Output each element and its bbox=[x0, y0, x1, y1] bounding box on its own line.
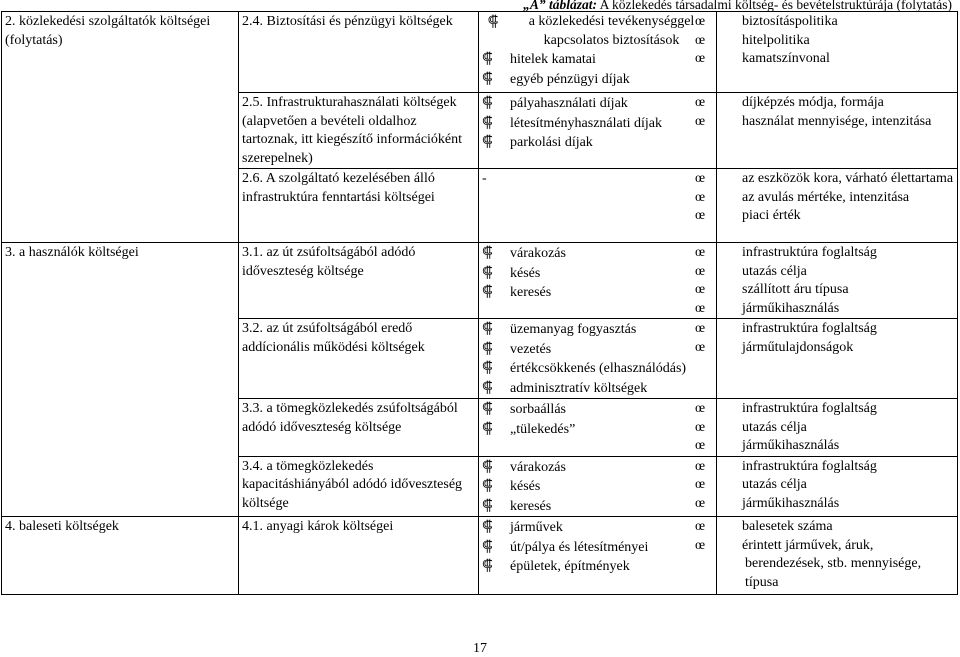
list-item: infrastruktúra foglaltság bbox=[742, 245, 877, 260]
list-item: út/pálya és létesítményei bbox=[510, 539, 649, 555]
item-marker-icon: ⸿ bbox=[482, 558, 493, 574]
bullet-icon: œ bbox=[695, 438, 706, 453]
subcategory-cell: 3.1. az út zsúfoltságából adódó időveszteség költsége bbox=[239, 243, 479, 319]
bullet-icon: œ bbox=[695, 113, 706, 129]
list-item: járműtulajdonságok bbox=[742, 339, 854, 355]
subcategory-cell: 3.4. a tömegközlekedés kapacitáshiányából adódó időveszteség költsége bbox=[239, 456, 479, 517]
bullet-icon: œ bbox=[695, 189, 706, 205]
item-marker-icon: ⸿ bbox=[482, 478, 493, 494]
list-item: járműkihasználás bbox=[742, 438, 840, 453]
bullet-icon: œ bbox=[695, 208, 706, 223]
list-item: várakozás bbox=[510, 459, 566, 475]
item-marker-icon: ⸿ bbox=[482, 114, 493, 131]
bullet-icon: œ bbox=[695, 300, 706, 316]
category-cell: 4. baleseti költségek bbox=[2, 517, 239, 595]
list-item: biztosításpolitika bbox=[742, 14, 838, 29]
item-marker-icon: ⸿ bbox=[482, 70, 493, 87]
list-item: üzemanyag fogyasztás bbox=[510, 322, 637, 337]
table-row bbox=[2, 517, 958, 595]
items-cell bbox=[479, 399, 717, 457]
bullet-icon: œ bbox=[695, 339, 706, 355]
subcategory-cell: 3.2. az út zsúfoltságából eredő addícionális működési költségek bbox=[239, 319, 479, 399]
list-item: keresés bbox=[510, 498, 552, 514]
impact-cell bbox=[695, 517, 958, 595]
table-row bbox=[2, 12, 958, 93]
item-marker-icon: ⸿ bbox=[482, 458, 493, 475]
item-marker-icon: ⸿ bbox=[487, 14, 499, 30]
list-item: utazás célja bbox=[742, 419, 807, 435]
item-marker-icon: ⸿ bbox=[482, 134, 493, 150]
list-item: késés bbox=[510, 265, 541, 281]
impact-cell bbox=[695, 243, 958, 319]
list-item: parkolási díjak bbox=[510, 135, 593, 150]
item-marker-icon: ⸿ bbox=[482, 519, 493, 535]
bullet-icon: œ bbox=[695, 477, 706, 492]
bullet-icon: œ bbox=[695, 245, 706, 260]
category-cell: 2. közlekedési szolgáltatók költségei (folytatás) bbox=[2, 12, 239, 243]
caption-prefix: „A” táblázat: bbox=[523, 0, 597, 12]
subcategory-cell: 3.3. a tömegközlekedés zsúfoltságából adódó időveszteség költsége bbox=[239, 399, 479, 457]
list-item: a közlekedési tevékenységgel kapcsolatos biztosítások bbox=[528, 14, 695, 48]
caption-text: A közlekedés társadalmi költség- és bevételstruktúrája (folytatás) bbox=[599, 0, 952, 12]
list-item: épületek, építmények bbox=[510, 559, 630, 574]
item-marker-icon: ⸿ bbox=[482, 51, 493, 67]
bullet-icon: œ bbox=[695, 495, 706, 511]
item-marker-icon: ⸿ bbox=[482, 95, 493, 111]
item-marker-icon: ⸿ bbox=[482, 264, 493, 281]
list-item: balesetek száma bbox=[742, 519, 833, 534]
bullet-icon: œ bbox=[695, 14, 706, 29]
items-cell bbox=[479, 169, 717, 243]
list-item: sorbaállás bbox=[510, 402, 566, 417]
bullet-icon: œ bbox=[695, 321, 706, 336]
list-item: hitelek kamatai bbox=[510, 52, 596, 67]
items-cell bbox=[479, 12, 717, 93]
list-item: az eszközök kora, várható élettartama bbox=[742, 171, 954, 186]
list-item: járművek bbox=[510, 520, 563, 535]
subcategory-cell: 2.4. Biztosítási és pénzügyi költségek bbox=[239, 12, 479, 93]
items-cell bbox=[479, 93, 717, 169]
page-number: 17 bbox=[473, 641, 487, 656]
list-item: járműkihasználás bbox=[742, 495, 840, 511]
list-item: az avulás mértéke, intenzitása bbox=[742, 189, 910, 205]
bullet-icon: œ bbox=[695, 537, 706, 553]
items-cell bbox=[479, 243, 717, 319]
item-marker-icon: ⸿ bbox=[482, 420, 493, 437]
table-row bbox=[2, 243, 958, 319]
list-item: járműkihasználás bbox=[742, 300, 840, 316]
item-marker-icon: ⸿ bbox=[482, 401, 493, 417]
impact-cell bbox=[695, 399, 958, 457]
bullet-icon: œ bbox=[695, 51, 706, 66]
items-cell bbox=[479, 456, 717, 517]
list-item: szállított áru típusa bbox=[742, 282, 849, 297]
list-item: vezetés bbox=[510, 341, 552, 357]
item-marker-icon: ⸿ bbox=[482, 321, 493, 337]
impact-cell bbox=[695, 93, 958, 169]
subcategory-cell: 4.1. anyagi károk költségei bbox=[239, 517, 479, 595]
list-item: pályahasználati díjak bbox=[510, 96, 628, 111]
list-item: egyéb pénzügyi díjak bbox=[510, 71, 630, 87]
list-item: utazás célja bbox=[742, 477, 807, 492]
list-item: infrastruktúra foglaltság bbox=[742, 401, 877, 416]
category-cell: 3. a használók költségei bbox=[2, 243, 239, 517]
list-item: késés bbox=[510, 479, 541, 494]
impact-cell bbox=[695, 12, 958, 93]
bullet-icon: œ bbox=[695, 458, 706, 474]
impact-cell bbox=[695, 169, 958, 243]
list-item: utazás célja bbox=[742, 263, 807, 279]
list-item: infrastruktúra foglaltság bbox=[742, 458, 877, 474]
subcategory-cell: 2.6. A szolgáltató kezelésében álló infrastruktúra fenntartási költségei bbox=[239, 169, 479, 243]
item-marker-icon: ⸿ bbox=[482, 284, 493, 300]
empty-dash: - bbox=[482, 171, 487, 186]
list-item: létesítményhasználati díjak bbox=[510, 115, 663, 131]
list-item: keresés bbox=[510, 285, 552, 300]
impact-cell bbox=[695, 456, 958, 517]
items-cell bbox=[479, 319, 717, 399]
list-item: várakozás bbox=[510, 246, 566, 261]
bullet-icon: œ bbox=[695, 171, 706, 186]
list-item: díjképzés módja, formája bbox=[742, 95, 884, 110]
item-marker-icon: ⸿ bbox=[482, 340, 493, 357]
bullet-icon: œ bbox=[695, 519, 706, 534]
subcategory-cell: 2.5. Infrastrukturahasználati költségek (alapvetően a bevételi oldalhoz tartoznak, itt kiegészítő információként szerepelnek) bbox=[239, 93, 479, 169]
bullet-icon: œ bbox=[695, 95, 706, 110]
list-item: adminisztratív költségek bbox=[510, 380, 648, 396]
cost-structure-table bbox=[1, 11, 958, 595]
list-item: használat mennyisége, intenzitása bbox=[742, 113, 932, 129]
item-marker-icon: ⸿ bbox=[482, 538, 493, 555]
list-item: „tülekedés” bbox=[510, 421, 576, 437]
bullet-icon: œ bbox=[695, 401, 706, 416]
list-item: infrastruktúra foglaltság bbox=[742, 321, 877, 336]
list-item: hitelpolitika bbox=[742, 32, 810, 48]
bullet-icon: œ bbox=[695, 263, 706, 279]
list-item: piaci érték bbox=[742, 208, 801, 223]
list-item: kamatszínvonal bbox=[742, 51, 830, 66]
impact-cell bbox=[695, 319, 958, 399]
items-cell bbox=[479, 517, 717, 595]
list-item: értékcsökkenés (elhasználódás) bbox=[510, 361, 687, 376]
item-marker-icon: ⸿ bbox=[482, 379, 493, 396]
item-marker-icon: ⸿ bbox=[482, 360, 493, 376]
item-marker-icon: ⸿ bbox=[482, 245, 493, 261]
list-item: érintett járművek, áruk, berendezések, stb. mennyisége, típusa bbox=[742, 537, 922, 590]
bullet-icon: œ bbox=[695, 282, 706, 297]
bullet-icon: œ bbox=[695, 32, 706, 48]
bullet-icon: œ bbox=[695, 419, 706, 435]
item-marker-icon: ⸿ bbox=[482, 497, 493, 514]
